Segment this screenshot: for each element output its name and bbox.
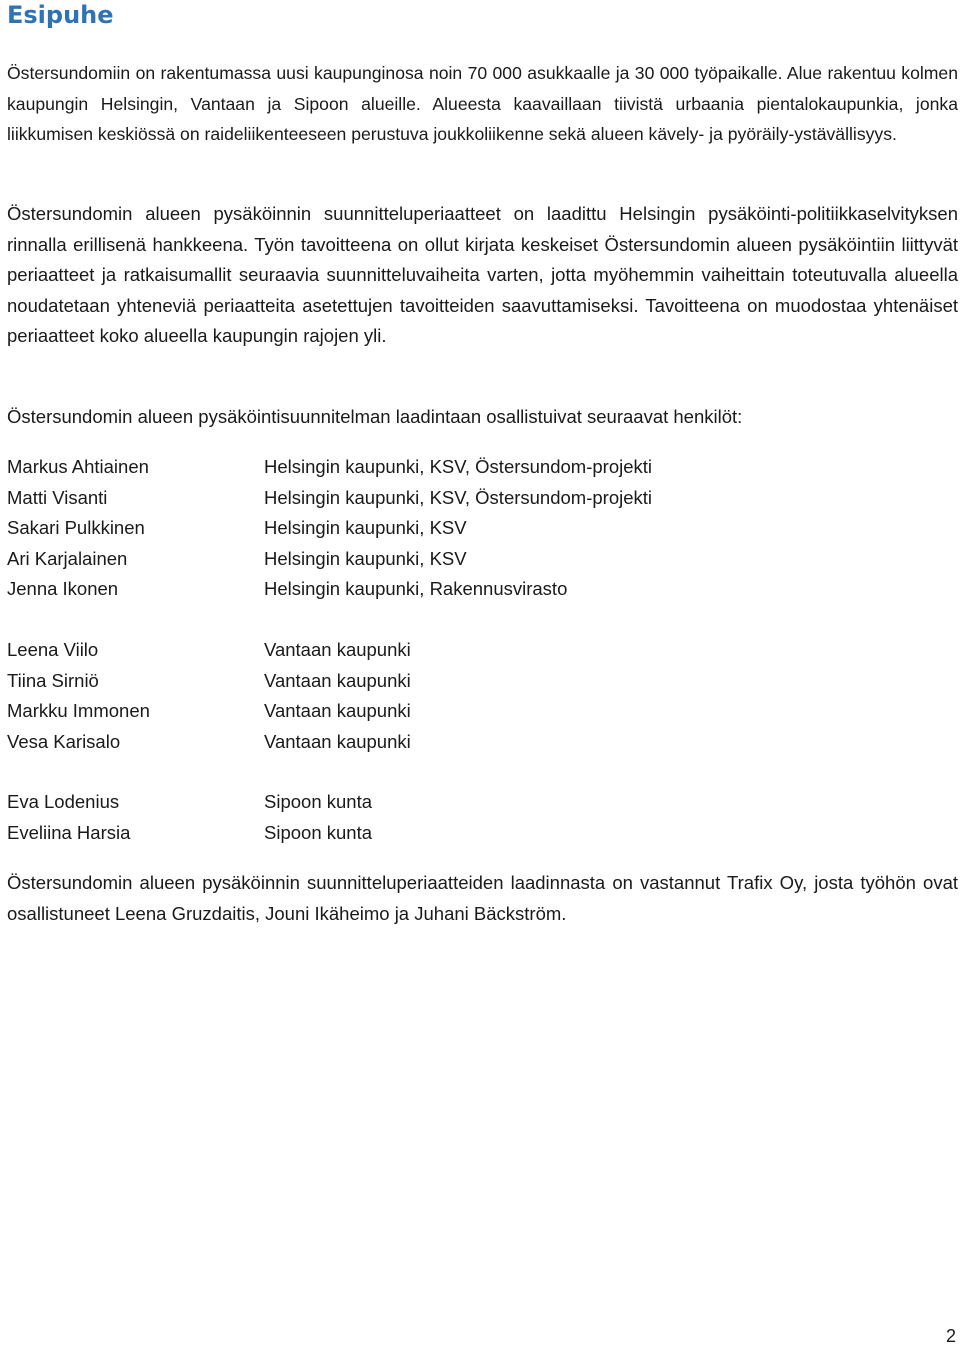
- page-number: 2: [945, 1326, 956, 1346]
- participants-helsinki: [7, 452, 958, 605]
- participants-sipoo: [7, 787, 958, 848]
- participant-org: Vantaan kaupunki: [264, 639, 411, 660]
- participant-row: [7, 513, 958, 544]
- participant-org: Vantaan kaupunki: [264, 700, 411, 721]
- participant-row: [7, 787, 958, 818]
- participant-name: Ari Karjalainen: [7, 547, 128, 569]
- participant-name: Sakari Pulkkinen: [7, 517, 145, 538]
- participant-name: Leena Viilo: [7, 639, 99, 660]
- participant-org: Vantaan kaupunki: [264, 730, 411, 752]
- intro-paragraph: Östersundomiin on rakentumassa uusi kaupunginosa noin 70 000 asukkaalle ja 30 000 työpaikalle. Alue rakentuu kolmen kaupungin Helsingin, Vantaan ja Sipoon alueille. Alueesta kaavaillaan tiivistä urbaania pientalokaupunkia, jonka liikkumisen keskiössä on raideliikenteeseen perustuva joukkoliikenne sekä alueen kävely- ja pyöräily-ystävällisyys.: [7, 63, 958, 144]
- participant-org: Sipoon kunta: [264, 791, 373, 812]
- participant-name: Vesa Karisalo: [7, 730, 121, 752]
- participant-row: [7, 452, 958, 483]
- consultant-paragraph: Östersundomin alueen pysäköinnin suunnitteluperiaatteiden laadinnasta on vastannut Trafix Oy, josta työhön ovat osallistuneet Leena Gruzdaitis, Jouni Ikäheimo ja Juhani Bäckström.: [7, 872, 958, 924]
- participant-org: Helsingin kaupunki, KSV, Östersundom-projekti: [264, 456, 653, 477]
- participant-org: Helsingin kaupunki, KSV, Östersundom-projekti: [264, 486, 653, 508]
- participant-name: Markku Immonen: [7, 700, 150, 721]
- participants-vantaa: [7, 635, 958, 757]
- page-title: Esipuhe: [7, 1, 114, 29]
- participant-row: [7, 574, 958, 605]
- goals-paragraph: Östersundomin alueen pysäköinnin suunnitteluperiaatteet on laadittu Helsingin pysäköinti-politiikkaselvityksen rinnalla erillisenä hankkeena. Työn tavoitteena on ollut kirjata keskeiset Östersundomin alueen pysäköintiin liittyvät periaatteet ja ratkaisumallit seuraavia suunnitteluvaiheita varten, jotta myöhemmin vaiheittain toteutuvalla alueella noudatetaan yhteneviä periaatteita asetettujen tavoitteiden saavuttamiseksi. Tavoitteena on muodostaa yhtenäiset periaatteet koko alueella kaupungin rajojen yli.: [7, 203, 958, 346]
- participant-name: Jenna Ikonen: [7, 578, 119, 599]
- participant-row: [7, 727, 958, 758]
- participant-row: [7, 483, 958, 514]
- participant-row: [7, 635, 958, 666]
- participants-intro: Östersundomin alueen pysäköintisuunnitelman laadintaan osallistuivat seuraavat henkilöt:: [7, 406, 743, 427]
- participant-name: Matti Visanti: [7, 486, 108, 508]
- participant-org: Helsingin kaupunki, KSV: [264, 547, 467, 569]
- participant-org: Helsingin kaupunki, KSV: [264, 517, 467, 538]
- participant-name: Eva Lodenius: [7, 791, 120, 812]
- participant-row: [7, 818, 958, 849]
- participant-row: [7, 696, 958, 727]
- participant-name: Eveliina Harsia: [7, 821, 131, 843]
- participant-row: [7, 544, 958, 575]
- participant-row: [7, 666, 958, 697]
- participant-name: Markus Ahtiainen: [7, 456, 149, 477]
- participant-org: Vantaan kaupunki: [264, 669, 411, 691]
- participant-org: Sipoon kunta: [264, 821, 373, 843]
- participant-org: Helsingin kaupunki, Rakennusvirasto: [264, 578, 568, 599]
- participant-name: Tiina Sirniö: [7, 669, 99, 691]
